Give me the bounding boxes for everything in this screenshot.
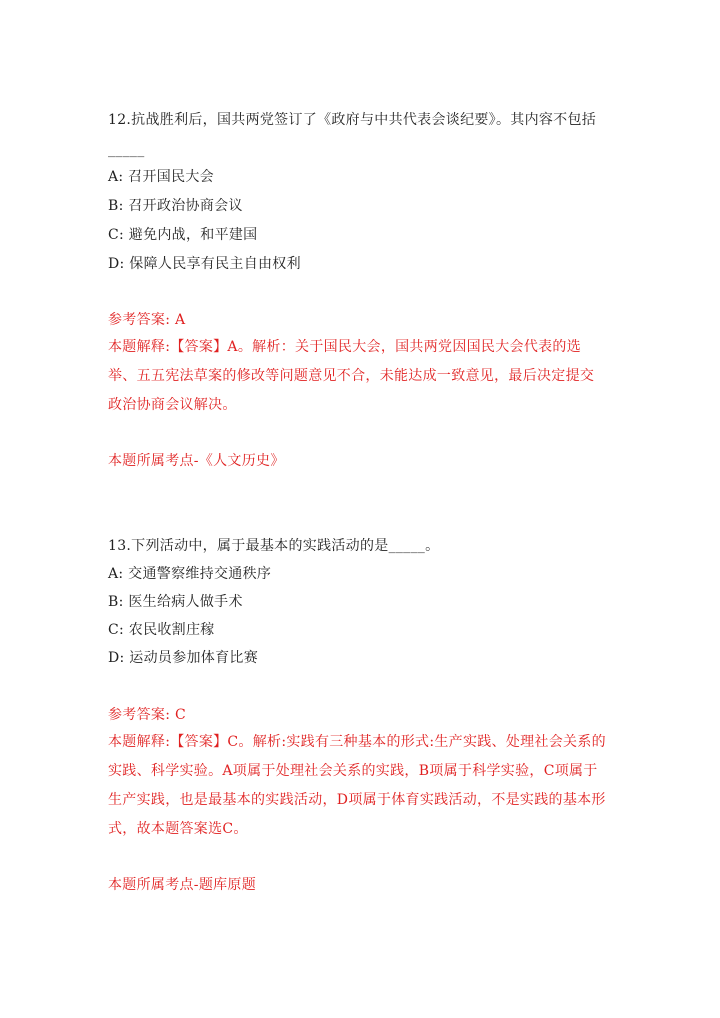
- question-13-option-a: A: 交通警察维持交通秩序: [108, 566, 272, 582]
- question-12-explanation: 本题解释:【答案】A。解析：关于国民大会，国共两党因国民大会代表的选举、五五宪法草案的修改等问题意见不合，未能达成一致意见，最后决定提交政治协商会议解决。: [108, 339, 595, 413]
- question-12-option-a: A: 召开国民大会: [108, 169, 214, 185]
- question-13-explanation: 本题解释:【答案】C。解析:实践有三种基本的形式:生产实践、处理社会关系的实践、科学实验。A项属于处理社会关系的实践，B项属于科学实验，C项属于生产实践，也是最基本的实践活动，D项属于体育实践活动，不是实践的基本形式，故本题答案选C。: [108, 734, 606, 837]
- question-12-blank: _____: [108, 142, 145, 158]
- question-13-option-d: D: 运动员参加体育比赛: [108, 650, 258, 666]
- question-12-stem: 12.抗战胜利后，国共两党签订了《政府与中共代表会谈纪要》。其内容不包括: [108, 112, 597, 128]
- question-12-topic: 本题所属考点-《人文历史》: [108, 453, 285, 469]
- question-12-option-b: B: 召开政治协商会议: [108, 198, 243, 214]
- question-13-answer: 参考答案: C: [108, 707, 186, 723]
- question-12-option-d: D: 保障人民享有民主自由权利: [108, 256, 301, 272]
- question-12-answer: 参考答案: A: [108, 312, 186, 328]
- question-13-option-c: C: 农民收割庄稼: [108, 622, 215, 638]
- question-13-topic: 本题所属考点-题库原题: [108, 877, 257, 893]
- question-13-stem: 13.下列活动中，属于最基本的实践活动的是_____。: [108, 538, 440, 554]
- question-12-option-c: C: 避免内战，和平建国: [108, 227, 258, 243]
- question-13-option-b: B: 医生给病人做手术: [108, 594, 243, 610]
